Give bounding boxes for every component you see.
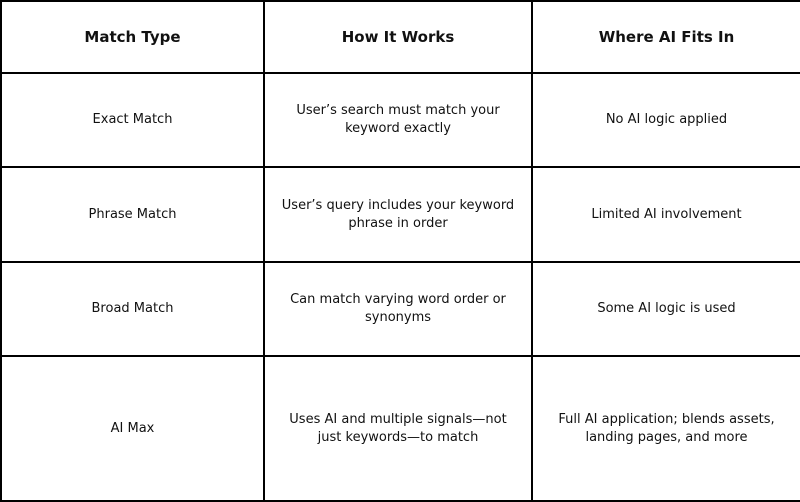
cell-how-it-works: Can match varying word order or synonyms [264, 262, 532, 356]
table-row [1, 356, 800, 501]
cell-match-type: Phrase Match [1, 167, 264, 262]
cell-where-ai-fits: Some AI logic is used [532, 262, 800, 356]
cell-how-it-works: User’s query includes your keyword phrase in order [264, 167, 532, 262]
table-row [1, 73, 800, 167]
cell-match-type: Broad Match [1, 262, 264, 356]
cell-how-it-works: Uses AI and multiple signals—not just keywords—to match [264, 356, 532, 501]
cell-how-it-works: User’s search must match your keyword exactly [264, 73, 532, 167]
cell-where-ai-fits: No AI logic applied [532, 73, 800, 167]
header-match-type: Match Type [1, 1, 264, 73]
table-row [1, 262, 800, 356]
header-where-ai-fits-in: Where AI Fits In [532, 1, 800, 73]
header-how-it-works: How It Works [264, 1, 532, 73]
cell-where-ai-fits: Limited AI involvement [532, 167, 800, 262]
table-row [1, 167, 800, 262]
cell-match-type: AI Max [1, 356, 264, 501]
table-header-row [1, 1, 800, 73]
cell-where-ai-fits: Full AI application; blends assets, landing pages, and more [532, 356, 800, 501]
cell-match-type: Exact Match [1, 73, 264, 167]
